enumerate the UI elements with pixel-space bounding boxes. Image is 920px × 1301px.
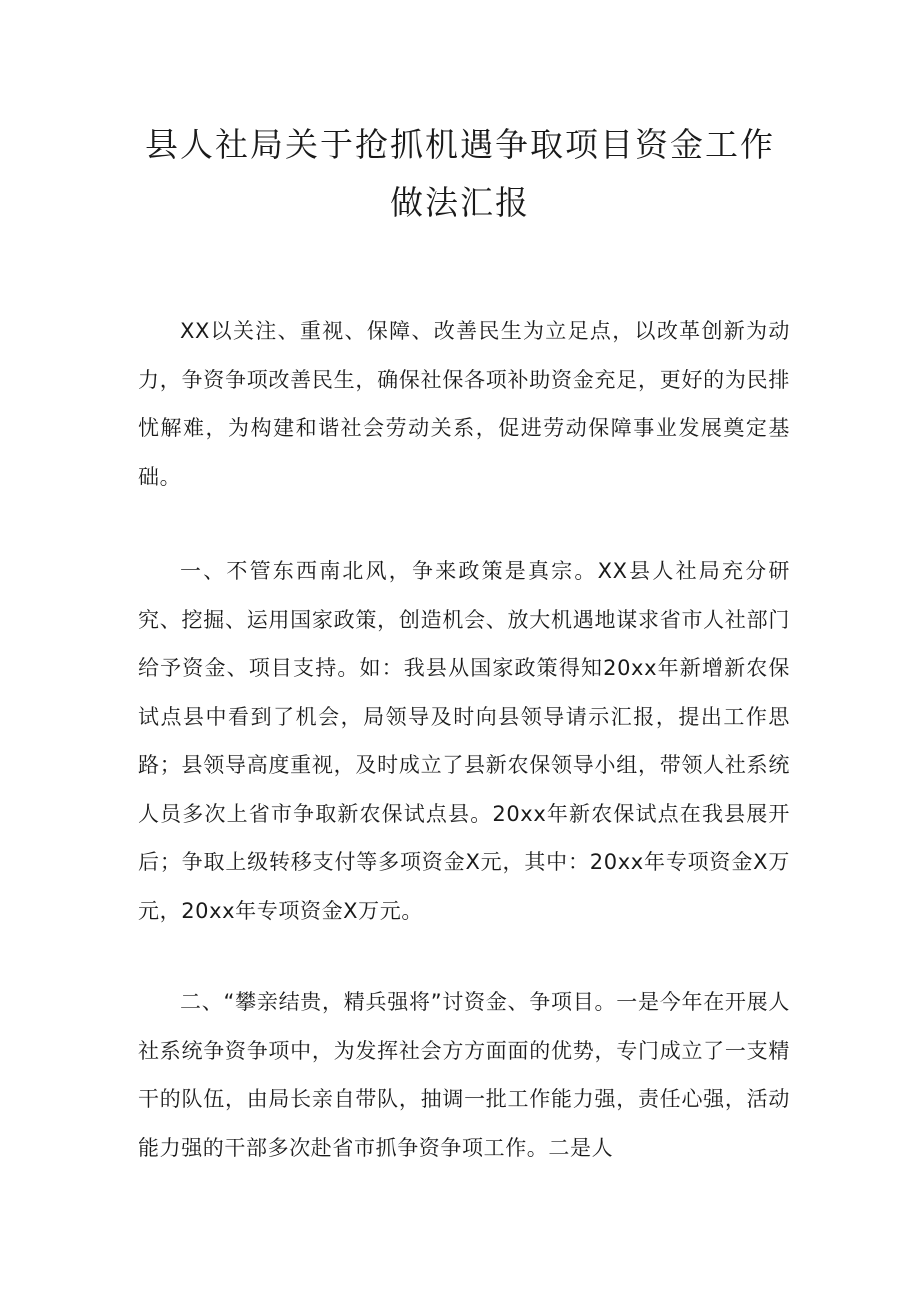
paragraph-section-1: 一、不管东西南北风，争来政策是真宗。XX县人社局充分研究、挖掘、运用国家政策，创造机会、放大机遇地谋求省市人社部门给予资金、项目支持。如：我县从国家政策得知20xx年新增新农保试点县中看到了机会，局领导及时向县领导请示汇报，提出工作思路；县领导高度重视，及时成立了县新农保领导小组，带领人社系统人员多次上省市争取新农保试点县。20xx年新农保试点在我县展开后；争取上级转移支付等多项资金X元，其中：20xx年专项资金X万元，20xx年专项资金X万元。 bbox=[138, 559, 790, 923]
document-title-line-2: 做法汇报 bbox=[390, 183, 530, 222]
paragraph-section-2: 二、“攀亲结贵，精兵强将”讨资金、争项目。一是今年在开展人社系统争资争项中，为发挥社会方方面面的优势，专门成立了一支精干的队伍，由局长亲自带队，抽调一批工作能力强，责任心强，活动能力强的干部多次赴省市抓争资争项工作。二是人 bbox=[138, 990, 790, 1160]
paragraph-intro: XX以关注、重视、保障、改善民生为立足点，以改革创新为动力，争资争项改善民生，确保社保各项补助资金充足，更好的为民排忧解难，为构建和谐社会劳动关系，促进劳动保障事业发展奠定基础。 bbox=[138, 319, 790, 489]
document-title-line-1: 县人社局关于抢抓机遇争取项目资金工作 bbox=[145, 125, 775, 164]
